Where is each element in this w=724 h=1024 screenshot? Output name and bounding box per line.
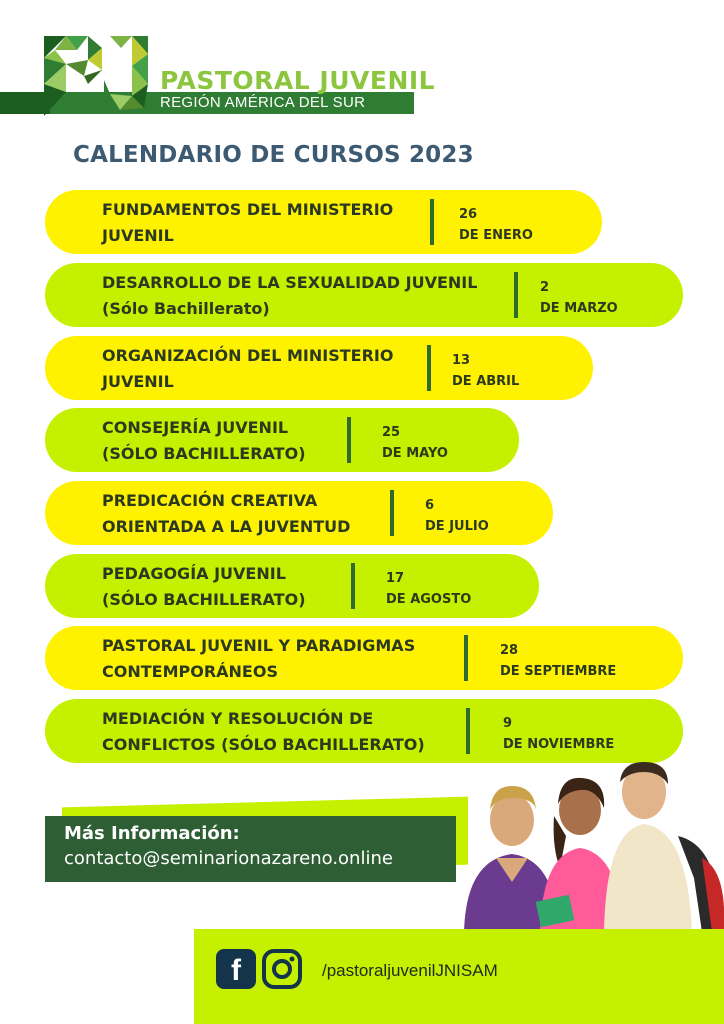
course-day: 13 <box>452 353 471 368</box>
course-item-1 <box>45 190 602 254</box>
course-month: DE MAYO <box>382 446 448 461</box>
course-day: 6 <box>425 498 435 513</box>
course-name: PREDICACIÓN CREATIVA ORIENTADA A LA JUVENTUD <box>102 491 351 536</box>
course-item-4 <box>45 408 519 472</box>
course-day: 26 <box>459 207 478 222</box>
course-date <box>503 713 614 755</box>
course-name: ORGANIZACIÓN DEL MINISTERIO JUVENIL <box>102 346 394 391</box>
pj-logo <box>44 36 148 116</box>
course-name: DESARROLLO DE LA SEXUALIDAD JUVENIL (Sólo Bachillerato) <box>102 273 478 318</box>
course-divider <box>466 708 470 754</box>
facebook-icon[interactable]: f <box>216 949 256 989</box>
course-name: CONSEJERÍA JUVENIL (SÓLO BACHILLERATO) <box>102 418 306 463</box>
footer <box>194 929 724 1024</box>
course-month: DE NOVIEMBRE <box>503 737 615 752</box>
page-title: CALENDARIO DE CURSOS 2023 <box>73 142 474 168</box>
course-divider <box>464 635 468 681</box>
course-month: DE JULIO <box>425 519 489 534</box>
course-item-8 <box>45 699 683 763</box>
course-name: MEDIACIÓN Y RESOLUCIÓN DE CONFLICTOS (SÓLO BACHILLERATO) <box>102 709 425 754</box>
course-date <box>459 204 533 246</box>
course-month: DE MARZO <box>540 301 618 316</box>
course-date <box>386 568 471 610</box>
course-divider <box>427 345 431 391</box>
course-date <box>500 640 616 682</box>
course-month: DE ENERO <box>459 228 533 243</box>
course-divider <box>430 199 434 245</box>
course-divider <box>347 417 351 463</box>
course-divider <box>390 490 394 536</box>
course-date <box>382 422 448 464</box>
info-email-link[interactable]: contacto@seminarionazareno.online <box>64 848 393 869</box>
course-day: 9 <box>503 716 513 731</box>
course-day: 2 <box>540 280 550 295</box>
info-box <box>45 816 456 882</box>
course-item-6 <box>45 554 539 618</box>
course-item-7 <box>45 626 683 690</box>
course-item-5 <box>45 481 553 545</box>
course-divider <box>351 563 355 609</box>
header-banner-accent <box>0 92 50 114</box>
course-name: FUNDAMENTOS DEL MINISTERIO JUVENIL <box>102 200 394 245</box>
info-label: Más Información: <box>64 823 240 844</box>
instagram-icon[interactable] <box>262 949 302 989</box>
social-handle[interactable]: /pastoraljuvenilJNISAM <box>322 961 498 980</box>
course-month: DE AGOSTO <box>386 592 472 607</box>
students-photo <box>456 758 724 932</box>
course-date <box>540 277 618 319</box>
header-title: PASTORAL JUVENIL <box>160 66 436 95</box>
course-day: 17 <box>386 571 405 586</box>
course-month: DE SEPTIEMBRE <box>500 664 617 679</box>
course-item-3 <box>45 336 593 400</box>
course-divider <box>514 272 518 318</box>
course-date <box>452 350 519 392</box>
course-name: PASTORAL JUVENIL Y PARADIGMAS CONTEMPORÁNEOS <box>102 636 416 681</box>
course-day: 28 <box>500 643 519 658</box>
course-date <box>425 495 489 537</box>
course-name: PEDAGOGÍA JUVENIL (SÓLO BACHILLERATO) <box>102 564 306 609</box>
course-item-2 <box>45 263 683 327</box>
course-day: 25 <box>382 425 401 440</box>
course-month: DE ABRIL <box>452 374 520 389</box>
header-subtitle: REGIÓN AMÉRICA DEL SUR <box>160 94 366 111</box>
